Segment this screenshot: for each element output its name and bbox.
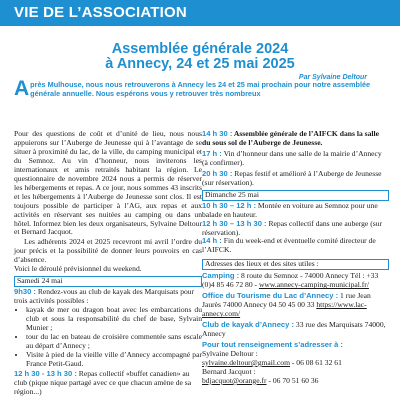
drop-cap: A [14,77,30,100]
day-header-saturday: Samedi 24 mai [14,276,202,287]
right-column [202,130,389,386]
email-link[interactable]: sylvaine.deltour@gmail.com [202,357,290,367]
addresses-header: Adresses des lieux et des sites utiles : [202,259,389,270]
section-title: VIE DE L’ASSOCIATION [14,4,187,21]
intro-text: près Mulhouse, nous nous retrouverons à Annecy les 24 et 25 mai prochain pour notre assemblée générale annuelle. Nous espérons vous y retrouver très nombreux [30,80,371,99]
body-paragraph: Voici le déroulé prévisionnel du weekend. [14,264,142,274]
schedule-item: 14 h : Fin du week-end et éventuelle comité directeur de l’AIFCK. [202,236,376,255]
contact-sylvaine: sylvaine.deltour@gmail.com - 06 08 61 32 61 [202,357,342,367]
address-tourism-office: Office du Tourisme du Lac d’Annecy : 1 rue Jean Jaurès 74000 Annecy 04 50 45 00 33 https://www.lac-annecy.com/ [202,291,371,319]
contact-sylvaine-name: Sylvaine Deltour : [202,348,258,358]
list-item: • Visite à pied de la vieille ville d’Annecy accompagné par France Petit-Gaud. [26,351,202,369]
schedule-item: 12 h 30 - 13 h 30 : Repas collectif «buffet canadien» au club (pique nique partagé avec ce que chacun amène de sa région...) [14,368,192,396]
schedule-item: 12 h 30 – 13 h 30 : Repas collectif dans une auberge (sur réservation). [202,218,383,237]
email-link[interactable]: bdjacquot@orange.fr [202,375,267,385]
schedule-item: 9h30 : Rendez-vous au club de kayak des Marquisats pour trois activités possibles : [14,287,195,306]
article-subtitle: à Annecy, 24 et 25 mai 2025 [105,56,295,72]
schedule-item: 10 h 30 – 12 h : Montée en voiture au Semnoz pour une balade en hauteur. [202,200,378,219]
contact-bernard-name: Bernard Jacquot : [202,366,256,376]
address-kayak-club: Club de kayak d’Annecy : 33 rue des Marquisats 74000, Annecy [202,320,386,339]
left-column [14,130,202,397]
body-paragraph: Pour des questions de coût et d’unité de lieu, nous nous appuierons sur l’Auberge de Jeunesse qui à l’avantage de se situer à proximité du lac, de la ville, du camping municipal et du Semnoz. Au vin d’honneur, nous inviterons les internationaux et amis retraités habitant la région. Le questionnaire de novembre 2024 nous a permis de réserver les hébergements et repas. A ce jour, nous sommes 43 inscrits et les hébergements à l’Auberge de Jeunesse sont clos. Il est toujours possible de participer à l’AG, aux repas et aux activités en réservant ses nuitées au camping ou dans un hôtel. Informez bien les deux organisateurs, Sylvaine Deltour et Bernard Jacquot. [14,129,202,237]
list-item: • tour du lac en bateau de croisière commentée sans escale au départ d’Annecy ; [26,333,202,351]
article-title: Assemblée générale 2024 [111,41,289,57]
schedule-item: 14 h 30 : Assemblée générale de l’AIFCK dans la salle du sous sol de l’Auberge de Jeunesse. [202,129,379,147]
schedule-item: 17 h : Vin d’honneur dans une salle de la mairie d’Annecy (à confirmer). [202,148,382,167]
section-banner [0,0,400,26]
list-item: • kayak de mer ou dragon boat avec les embarcations du club et sous la responsabilité du chef de base, Sylvain Munier ; [26,306,202,333]
address-camping: Camping : 8 route du Semnoz - 74000 Annecy Tél : +33 (0)4 85 46 72 80 - www.annecy-camping-municipal.fr/ [202,271,379,290]
tourism-office-link[interactable]: https://www.lac-annecy.com/ [202,300,367,319]
byline: Par Sylvaine Deltour [298,74,367,81]
contact-header: Pour tout renseignement s’adresser à : [202,340,343,350]
activity-list [14,306,202,369]
body-paragraph: Les adhérents 2024 et 2025 recevront mi avril l’ordre du jour précis et la possibilité de donner leurs pouvoirs en cas d’absence. [14,237,202,265]
schedule-item: 20 h 30 : Repas festif et amélioré à l’Auberge de Jeunesse (sur réservation). [202,168,382,187]
camping-link[interactable]: www.annecy-camping-municipal.fr/ [258,280,369,290]
contact-bernard: bdjacquot@orange.fr - 06 70 51 60 36 [202,375,319,385]
day-header-sunday: Dimanche 25 mai [202,190,389,201]
